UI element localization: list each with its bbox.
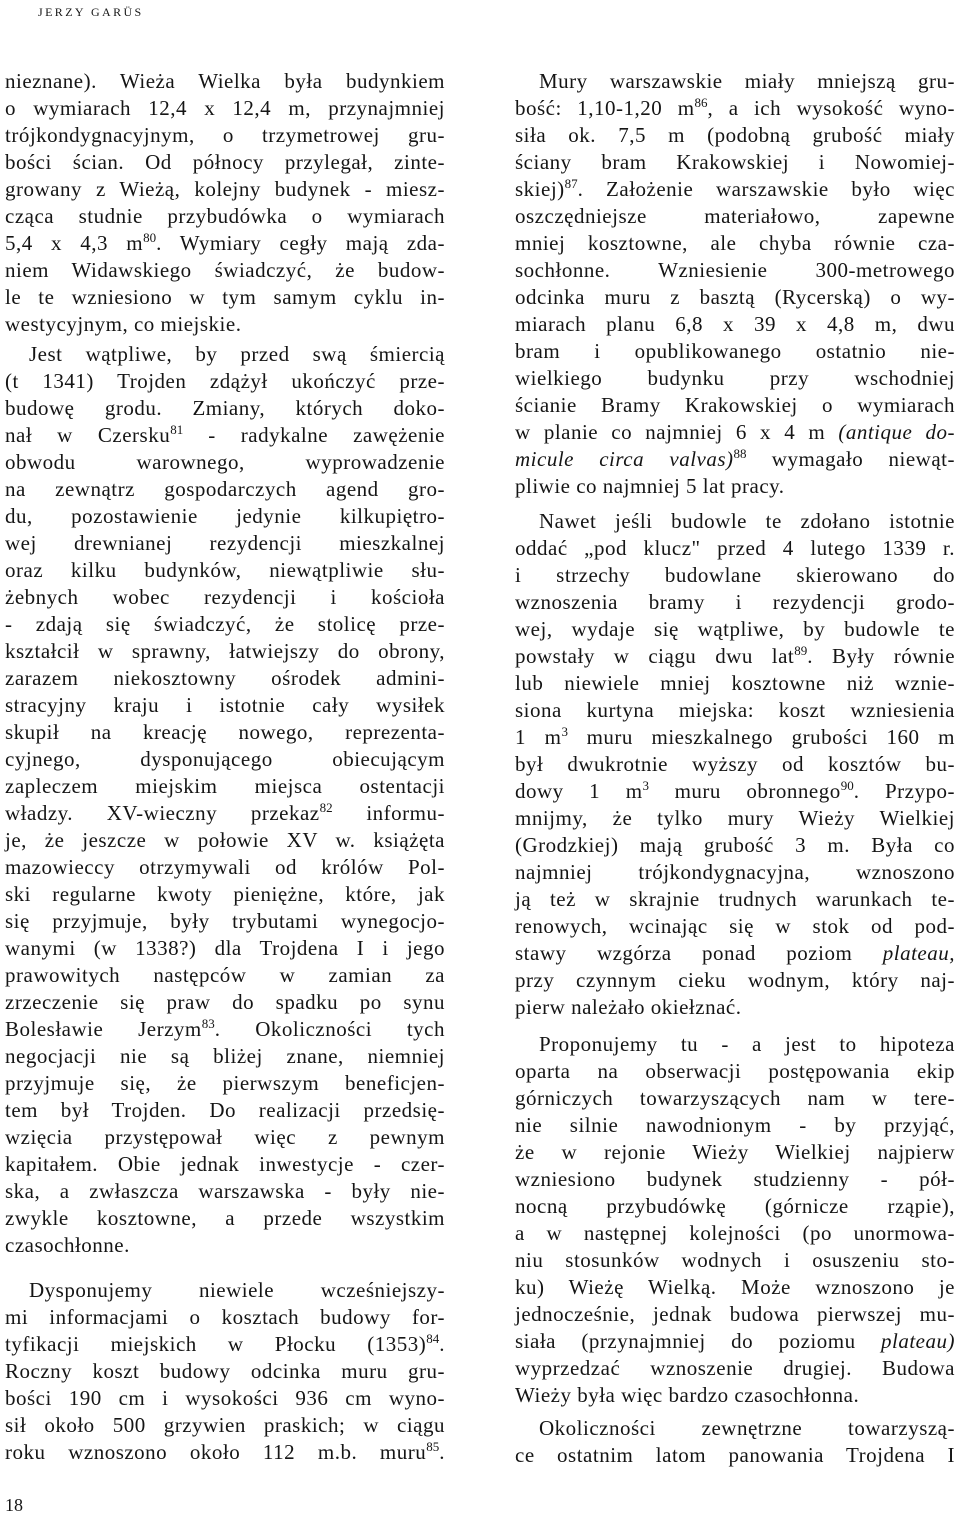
paragraph bbox=[515, 1031, 955, 1409]
text-line: westycyjnym, co miejskie. bbox=[5, 312, 242, 336]
text-line: obwodu warownego, wyprowadzenie bbox=[5, 450, 445, 474]
superscript: 82 bbox=[319, 800, 333, 815]
text-segment: . Przypo- bbox=[853, 779, 955, 803]
text-segment: informu- bbox=[332, 801, 445, 825]
text-segment: muru obronnego bbox=[649, 779, 841, 803]
text-line: na zewnątrz gospodarczych agend gro- bbox=[5, 477, 445, 501]
text-line: growany z Wieżą, kolejny budynek - miesz- bbox=[5, 177, 445, 201]
text-line: się przyjmuje, były trybutami wynegocjo- bbox=[5, 909, 445, 933]
text-line bbox=[5, 1016, 445, 1043]
text-segment: powstały w ciągu dwu lat bbox=[515, 644, 795, 668]
text-line: je, że jeszcze w połowie XV w. książęta bbox=[5, 828, 445, 852]
text-segment: tyfikacji miejskich w Płocku (1353) bbox=[5, 1332, 427, 1356]
text-line: trójkondygnacyjnym, o trzymetrowej gru- bbox=[5, 123, 445, 147]
text-line: żebnych wobec rezydencji i kościoła bbox=[5, 585, 445, 609]
left-column bbox=[5, 68, 445, 1466]
text-line: pliwie co najmniej 5 lat pracy. bbox=[515, 474, 785, 498]
text-line bbox=[515, 724, 955, 751]
superscript: 87 bbox=[564, 176, 578, 191]
text-line: że w rejonie Wieży Wielkiej najpierw bbox=[515, 1140, 955, 1164]
text-line: siła ok. 7,5 m (podobną grubość miały bbox=[515, 123, 955, 147]
text-line: prawowitych następców w zamian za bbox=[5, 963, 445, 987]
text-line: bram i opublikowanego ostatnio nie- bbox=[515, 339, 955, 363]
text-line: zapleczem miejskim miejsca ostentacji bbox=[5, 774, 445, 798]
text-line: oparta na obserwacji postępowania ekip bbox=[515, 1059, 955, 1083]
paragraph bbox=[515, 508, 955, 1021]
text-line: miarach planu 6,8 x 39 x 4,8 m, dwu bbox=[515, 312, 955, 336]
text-segment: dowy 1 m bbox=[515, 779, 643, 803]
text-line: renowych, wcinając się w stok od pod- bbox=[515, 914, 955, 938]
text-line bbox=[5, 422, 445, 449]
text-line: o wymiarach 12,4 x 12,4 m, przynajmniej bbox=[5, 96, 445, 120]
text-line: budowę grodu. Zmiany, których doko- bbox=[5, 396, 445, 420]
text-line bbox=[515, 778, 955, 805]
text-line: wzniesiono budynek studzienny - pół- bbox=[515, 1167, 955, 1191]
text-line bbox=[515, 940, 955, 967]
text-line: sochłonne. Wzniesienie 300-metrowego bbox=[515, 258, 955, 282]
text-line: tem był Trojden. Do realizacji przedsię- bbox=[5, 1098, 445, 1122]
text-line: wyprzedzać wznoszenie drugiej. Budowa bbox=[515, 1356, 955, 1380]
text-line: przy czynnym cieku wodnym, który naj- bbox=[515, 968, 955, 992]
text-line bbox=[515, 1328, 955, 1355]
text-line: a w następnej kolejności (po unormowa- bbox=[515, 1221, 955, 1245]
right-column bbox=[515, 68, 955, 1469]
text-line: wej, wydaje się wątpliwe, by budowle te bbox=[515, 617, 955, 641]
text-segment: . bbox=[439, 1440, 445, 1464]
text-line: Roczny koszt budowy odcinka muru gru- bbox=[5, 1359, 445, 1383]
superscript: 3 bbox=[561, 724, 568, 739]
text-line: Mury warszawskie miały mniejszą gru- bbox=[539, 69, 955, 93]
text-line: ce ostatnim latom panowania Trojdena I bbox=[515, 1443, 955, 1467]
superscript: 81 bbox=[170, 422, 184, 437]
text-line: nocną przybudówkę (górnicze rząpie), bbox=[515, 1194, 955, 1218]
text-line: skupił na kreację nowego, reprezenta- bbox=[5, 720, 445, 744]
text-line: nie silnie nawodnionym - by przyjąć, bbox=[515, 1113, 955, 1137]
text-line: cząca studnie przybudówka o wymiarach bbox=[5, 204, 445, 228]
text-line: zrzeczenie się praw do spadku po synu bbox=[5, 990, 445, 1014]
text-line: le te wzniesiono w tym samym cyklu in- bbox=[5, 285, 445, 309]
text-line: kapitałem. Obie jednak inwestycje - czer- bbox=[5, 1152, 445, 1176]
text-segment: nał w Czersku bbox=[5, 423, 171, 447]
text-line bbox=[5, 230, 445, 257]
text-segment: - radykalne zawężenie bbox=[183, 423, 445, 447]
text-line: wej drewnianej rezydencji mieszkalnej bbox=[5, 531, 445, 555]
text-line bbox=[515, 643, 955, 670]
paragraph bbox=[5, 68, 445, 338]
text-segment: . Założenie warszawskie było więc bbox=[577, 177, 955, 201]
text-line: Okoliczności zewnętrzne towarzyszą- bbox=[539, 1416, 955, 1440]
text-line: wzięcia przystępował więc z pewnym bbox=[5, 1125, 445, 1149]
superscript: 86 bbox=[694, 95, 708, 110]
text-line: niem Widawskiego świadczyć, że budow- bbox=[5, 258, 445, 282]
paragraph bbox=[5, 1277, 445, 1466]
text-segment: bość: 1,10-1,20 m bbox=[515, 96, 695, 120]
text-line: jednocześnie, jednak budowa pierwszej mu- bbox=[515, 1302, 955, 1326]
text-line: Jest wątpliwe, by przed swą śmiercią bbox=[29, 342, 445, 366]
text-line: mnijmy, że tylko mury Wieży Wielkiej bbox=[515, 806, 955, 830]
text-line: Dysponujemy niewiele wcześniejszy- bbox=[29, 1278, 445, 1302]
text-line: najmniej trójkondygnacyjna, wznoszono bbox=[515, 860, 955, 884]
text-line: nieznane). Wieża Wielka była budynkiem bbox=[5, 69, 445, 93]
text-line: był dwukrotnie wyższy od kosztów bu- bbox=[515, 752, 955, 776]
text-line: siona kurtyna miejska: koszt wzniesienia bbox=[515, 698, 955, 722]
text-line bbox=[5, 800, 445, 827]
text-segment: 1 m bbox=[515, 725, 562, 749]
text-segment: władzy. XV-wieczny przekaz bbox=[5, 801, 320, 825]
text-line: zarazem niekosztowny ośrodek admini- bbox=[5, 666, 445, 690]
superscript: 80 bbox=[143, 230, 157, 245]
text-segment: siała (przynajmniej do poziomu bbox=[515, 1329, 882, 1353]
text-line: oraz kilku budynków, niewątpliwie słu- bbox=[5, 558, 445, 582]
text-line bbox=[515, 95, 955, 122]
text-line bbox=[5, 1331, 445, 1358]
text-line: zwykle kosztowne, a przede wszystkim bbox=[5, 1206, 445, 1230]
text-segment: . Wymiary cegły mają zda- bbox=[156, 231, 445, 255]
text-line: (Grodzkiej) mają grubość 3 m. Była co bbox=[515, 833, 955, 857]
paragraph bbox=[515, 68, 955, 500]
text-line bbox=[515, 446, 955, 473]
text-segment: muru mieszkalnego grubości 160 m bbox=[567, 725, 955, 749]
text-line: stracyjny kraju i istotnie cały wysiłek bbox=[5, 693, 445, 717]
running-header: JERZY GARÜS bbox=[38, 5, 144, 19]
text-segment: stawy wzgórza ponad poziom bbox=[515, 941, 883, 965]
text-line: bości 190 cm i wysokości 936 cm wyno- bbox=[5, 1386, 445, 1410]
paragraph bbox=[5, 341, 445, 1259]
text-line: ku) Wieżę Wielką. Może wznoszono je bbox=[515, 1275, 955, 1299]
text-segment: roku wznoszono około 112 m.b. muru bbox=[5, 1440, 427, 1464]
text-line bbox=[515, 419, 955, 446]
text-line: Proponujemy tu - a jest to hipoteza bbox=[539, 1032, 955, 1056]
italic-text: micule circa valvas) bbox=[515, 447, 734, 471]
italic-text: plateau, bbox=[882, 941, 955, 965]
text-line: niu stosunków wodnych i osuszeniu sto- bbox=[515, 1248, 955, 1272]
text-segment: w planie co najmniej 6 x 4 m bbox=[515, 420, 839, 444]
text-line: oszczędniejsze materiałowo, zapewne bbox=[515, 204, 955, 228]
text-line: du, pozostawienie jedynie kilkupiętro- bbox=[5, 504, 445, 528]
text-line: górniczych towarzyszących nam w tere- bbox=[515, 1086, 955, 1110]
superscript: 88 bbox=[733, 446, 747, 461]
superscript: 83 bbox=[201, 1016, 215, 1031]
text-line: negocjacji nie są bliżej znane, niemniej bbox=[5, 1044, 445, 1068]
text-line: wanymi (w 1338?) dla Trojdena I i jego bbox=[5, 936, 445, 960]
text-line: ska, a zwłaszcza warszawska - były nie- bbox=[5, 1179, 445, 1203]
italic-text: (antique do- bbox=[838, 420, 955, 444]
text-line: mazowieccy otrzymywali od królów Pol- bbox=[5, 855, 445, 879]
text-segment: , a ich wysokość wyno- bbox=[707, 96, 955, 120]
text-line: przyjmuje się, że pierwszym beneficjen- bbox=[5, 1071, 445, 1095]
text-line: czasochłonne. bbox=[5, 1233, 130, 1257]
italic-text: plateau) bbox=[881, 1329, 955, 1353]
superscript: 85 bbox=[426, 1439, 440, 1454]
text-segment: skiej) bbox=[515, 177, 565, 201]
text-line: sił około 500 grzywien praskich; w ciągu bbox=[5, 1413, 445, 1437]
text-line: Nawet jeśli budowle te zdołano istotnie bbox=[539, 509, 955, 533]
text-line: (t 1341) Trojden zdążył ukończyć prze- bbox=[5, 369, 445, 393]
text-segment: wymagało niewąt- bbox=[746, 447, 955, 471]
superscript: 3 bbox=[642, 778, 650, 793]
text-segment: Bolesławie Jerzym bbox=[5, 1017, 202, 1041]
text-segment: . Były równie bbox=[807, 644, 956, 668]
text-line bbox=[5, 1439, 445, 1466]
text-line: mi informacjami o kosztach budowy for- bbox=[5, 1305, 445, 1329]
superscript: 89 bbox=[794, 643, 808, 658]
text-line: wznoszenia bramy i rezydencji grodo- bbox=[515, 590, 955, 614]
text-line: cyjnego, dysponującego obiecującym bbox=[5, 747, 445, 771]
page-number: 18 bbox=[5, 1495, 23, 1515]
text-line: Wieży była więc bardzo czasochłonna. bbox=[515, 1383, 860, 1407]
text-line: bości ścian. Od północy przylegał, zinte- bbox=[5, 150, 445, 174]
text-line: wielkiego budynku przy wschodniej bbox=[515, 366, 955, 390]
text-line: ściany bram Krakowskiej i Nowomiej- bbox=[515, 150, 955, 174]
text-line: ścianie Bramy Krakowskiej o wymiarach bbox=[515, 393, 955, 417]
text-line: pierw należało okiełznać. bbox=[515, 995, 742, 1019]
paragraph bbox=[515, 1415, 955, 1469]
text-line: mniej kosztowne, ale chyba równie cza- bbox=[515, 231, 955, 255]
text-segment: . Okoliczności tych bbox=[214, 1017, 445, 1041]
text-line: ją też w skrajnie trudnych warunkach te- bbox=[515, 887, 955, 911]
text-segment: 5,4 x 4,3 m bbox=[5, 231, 144, 255]
text-line bbox=[515, 176, 955, 203]
text-line: odcinka muru z basztą (Rycerską) o wy- bbox=[515, 285, 955, 309]
text-line: oddać „pod klucz" przed 4 lutego 1339 r. bbox=[515, 536, 955, 560]
text-line: kształcił w sprawny, łatwiejszy do obrony, bbox=[5, 639, 445, 663]
text-line: i strzechy budowlane skierowano do bbox=[515, 563, 955, 587]
text-line: ski regularne kwoty pieniężne, które, jak bbox=[5, 882, 445, 906]
text-line: - zdają się świadczyć, że stolicę prze- bbox=[5, 612, 445, 636]
superscript: 84 bbox=[426, 1331, 440, 1346]
text-line: lub niewiele mniej kosztowne niż wznie- bbox=[515, 671, 955, 695]
text-segment: . bbox=[439, 1332, 445, 1356]
superscript: 90 bbox=[840, 778, 854, 793]
